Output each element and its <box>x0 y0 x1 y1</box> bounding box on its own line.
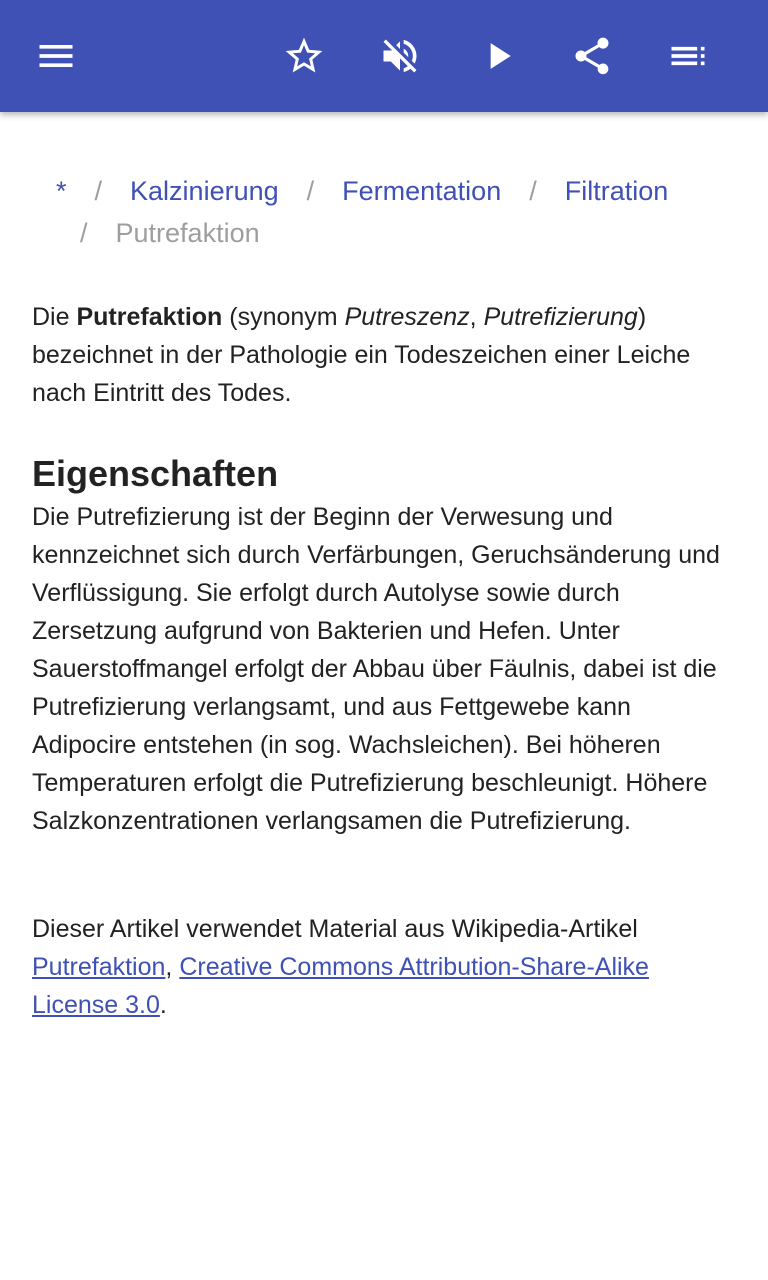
intro-synonym-open: (synonym <box>222 303 345 331</box>
intro-rest: ) bezeichnet in der Pathologie ein Todeszeichen einer Leiche nach Eintritt des Todes. <box>32 303 691 407</box>
breadcrumb-root[interactable]: * <box>56 176 67 206</box>
toc-button[interactable] <box>656 24 720 88</box>
breadcrumb-separator: / <box>80 218 88 248</box>
intro-prefix: Die <box>32 303 77 331</box>
attribution-comma: , <box>165 953 180 981</box>
app-bar <box>0 0 768 112</box>
share-icon <box>570 34 614 78</box>
section-body: Die Putrefizierung ist der Beginn der Verwesung und kennzeichnet sich durch Verfärbungen, Geruchsänderung und Verflüssigung. Sie erfolgt durch Autolyse sowie durch Zersetzung aufgrund von Bakterien und Hefen. Unter Sauerstoffmangel erfolgt der Abbau über Fäulnis, dabei ist die Putrefizierung verlangsamt, und aus Fettgewebe kann Adipocire entstehen (in sog. Wachsleichen). Bei höheren Temperaturen erfolgt die Putrefizierung beschleunigt. Höhere Salzkonzentrationen verlangsamen die Putrefizierung. <box>32 503 720 835</box>
mute-button[interactable] <box>368 24 432 88</box>
section-heading: Eigenschaften <box>32 453 279 494</box>
list-icon <box>666 34 710 78</box>
menu-icon <box>34 34 78 78</box>
breadcrumb-item-kalzinierung[interactable]: Kalzinierung <box>130 176 279 206</box>
breadcrumb-separator: / <box>306 176 315 206</box>
intro-paragraph <box>32 298 736 412</box>
intro-comma: , <box>469 303 484 331</box>
article-content <box>32 170 736 1024</box>
menu-button[interactable] <box>24 24 88 88</box>
attribution <box>32 910 736 1024</box>
intro-term: Putrefaktion <box>76 303 223 331</box>
breadcrumb-separator: / <box>94 176 103 206</box>
attribution-text: Dieser Artikel verwendet Material aus Wikipedia-Artikel <box>32 915 638 943</box>
attribution-end: . <box>159 991 167 1019</box>
intro-synonym-2: Putrefizierung <box>483 303 638 331</box>
play-icon <box>476 34 520 78</box>
breadcrumb <box>32 170 736 254</box>
breadcrumb-item-fermentation[interactable]: Fermentation <box>342 176 502 206</box>
favorite-button[interactable] <box>272 24 336 88</box>
intro-synonym-1: Putreszenz <box>344 303 470 331</box>
breadcrumb-separator: / <box>529 176 537 206</box>
article-source-link[interactable]: Putrefaktion <box>32 953 166 981</box>
share-button[interactable] <box>560 24 624 88</box>
breadcrumb-item-filtration[interactable]: Filtration <box>564 176 669 206</box>
license-link[interactable]: Creative Commons Attribution-Share-Alike License 3.0 <box>32 953 649 1019</box>
play-button[interactable] <box>466 24 530 88</box>
volume-off-icon <box>378 34 422 78</box>
breadcrumb-current: Putrefaktion <box>115 218 260 248</box>
star-outline-icon <box>282 34 326 78</box>
